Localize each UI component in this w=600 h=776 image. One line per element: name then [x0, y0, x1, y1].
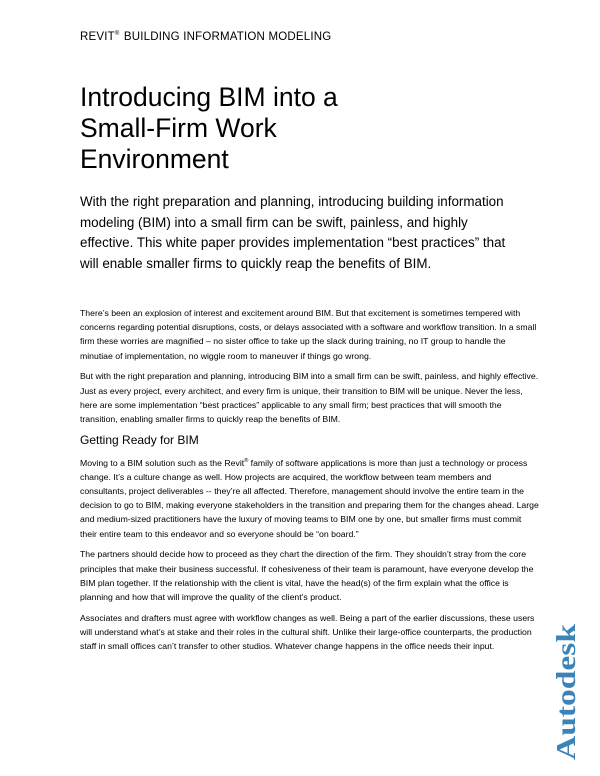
- title-line-2: Small-Firm Work: [80, 113, 277, 143]
- page-title: [80, 82, 420, 175]
- autodesk-logo: [551, 623, 581, 761]
- body-paragraph-3: [80, 454, 540, 541]
- header-registered-mark: ®: [114, 31, 120, 37]
- body-paragraph-4: The partners should decide how to proceed as they chart the direction of the firm. They shouldn’t stray from the core principles that make their business successful. If cohesiveness of their team is paramount, have everyone develop the BIM plan together. If the relationship with the client is vital, have the head(s) of the firm explain what the office is planning and how that will improve the quality of the client’s product.: [80, 549, 534, 602]
- autodesk-logo-mark: [551, 623, 581, 761]
- lead-paragraph: With the right preparation and planning, introducing building information modeling (BIM) into a small firm can be swift, painless, and highly effective. This white paper provides implementation “best practices” that will enable smaller firms to quickly reap the benefits of BIM.: [80, 194, 506, 271]
- body-text: [80, 306, 540, 660]
- paragraph-3-rest: family of software applications is more than just a technology or process change. It’s a culture change as well. How projects are acquired, the workflow between team members and consultants, project deliverables -- they’re all affected. Therefore, management should involve the entire team in the decision to go to BIM, making everyone stakeholders in the transition and preparing them for the changes ahead. Large and medium-sized practitioners have the luxury of moving teams to BIM one by one, but smaller firms must commit their entire team to this endeavor and so everyone should be “on board.”: [80, 457, 539, 539]
- header-subtitle: BUILDING INFORMATION MODELING: [120, 31, 332, 43]
- title-line-3: Environment: [80, 144, 229, 174]
- header-brand: REVIT: [80, 31, 115, 43]
- autodesk-logo-text: Autodesk: [551, 650, 581, 760]
- section-heading: Getting Ready for BIM: [80, 432, 199, 447]
- body-paragraph-2: But with the right preparation and planning, introducing BIM into a small firm can be swift, painless, and highly effective. Just as every project, every architect, and every firm is unique, their transition to BIM will be unique. Never the less, here are some implementation “best practices” applicable to any small firm; best practices that will smooth the transition, enabling smaller firms to quickly reap the benefits of BIM.: [80, 371, 539, 424]
- body-paragraph-1: There’s been an explosion of interest and excitement around BIM. But that excitement is sometimes tempered with concerns regarding potential disruptions, costs, or delays associated with a software and workflow transition. In a small firm these worries are magnified – no sister office to take up the slack during training, no IT group to handle the minutiae of implementation, no wiggle room to maneuver if things go wrong.: [80, 308, 537, 361]
- body-paragraph-5: Associates and drafters must agree with workflow changes as well. Being a part of the earlier discussions, these users will understand what’s at stake and their roles in the cultural shift. Unlike their large-office counterparts, the production staff in small offices can’t transfer to other studios. Whatever change happens in the office needs their input.: [80, 612, 535, 652]
- revit-registered-mark: ®: [244, 457, 249, 464]
- running-header: [80, 31, 331, 43]
- paragraph-3-start: Moving to a BIM solution such as the Revit: [80, 457, 245, 468]
- title-line-1: Introducing BIM into a: [80, 82, 338, 112]
